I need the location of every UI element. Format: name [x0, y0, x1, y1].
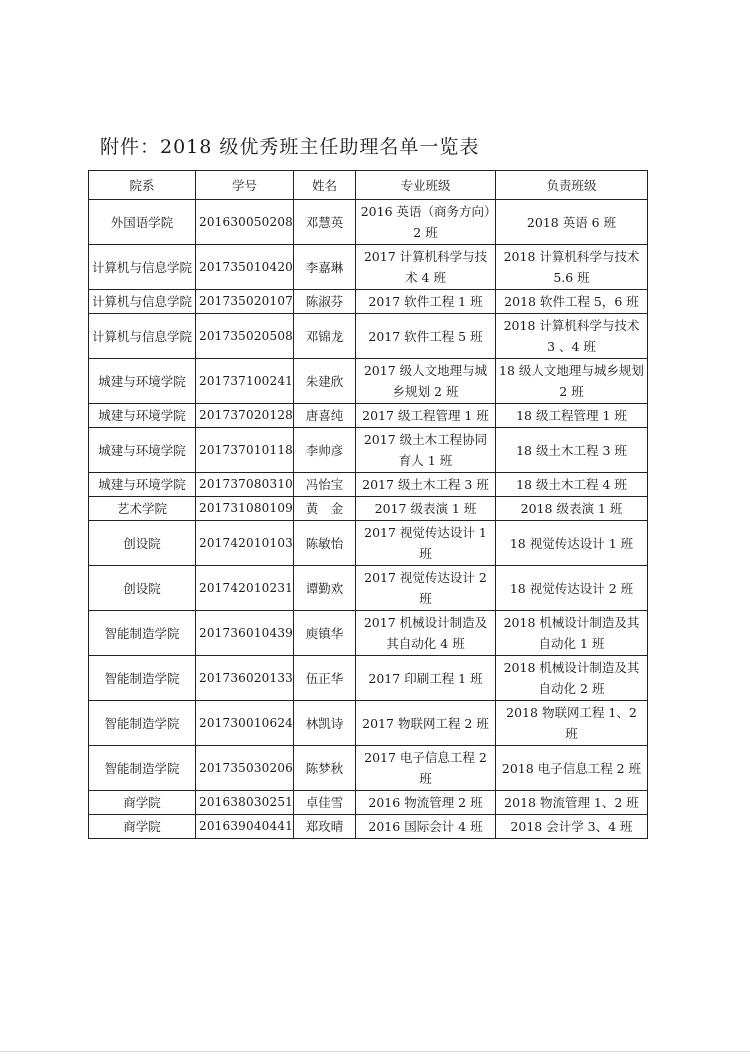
cell-name: 卓佳雪 [294, 791, 356, 815]
cell-responsible-class: 2018 机械设计制造及其自动化 1 班 [496, 611, 648, 656]
cell-responsible-class: 2018 会计学 3、4 班 [496, 815, 648, 839]
table-row [89, 200, 648, 245]
table-row [89, 791, 648, 815]
cell-name: 黄 金 [294, 497, 356, 521]
cell-dept: 计算机与信息学院 [89, 245, 196, 290]
cell-dept: 计算机与信息学院 [89, 314, 196, 359]
cell-name: 李嘉琳 [294, 245, 356, 290]
table-header-row [89, 171, 648, 200]
cell-responsible-class: 2018 计算机科学与技术 3 、4 班 [496, 314, 648, 359]
cell-name: 邓锦龙 [294, 314, 356, 359]
cell-dept: 城建与环境学院 [89, 473, 196, 497]
header-major-class: 专业班级 [356, 171, 496, 200]
cell-dept: 智能制造学院 [89, 746, 196, 791]
cell-student-id: 201742010103 [196, 521, 294, 566]
table-row [89, 428, 648, 473]
table-row [89, 656, 648, 701]
cell-responsible-class: 2018 物流管理 1、2 班 [496, 791, 648, 815]
table-row [89, 611, 648, 656]
cell-student-id: 201735020107 [196, 290, 294, 314]
cell-name: 唐喜纯 [294, 404, 356, 428]
cell-name: 陈敏怡 [294, 521, 356, 566]
cell-dept: 商学院 [89, 791, 196, 815]
cell-dept: 外国语学院 [89, 200, 196, 245]
document-title: 附件：2018 级优秀班主任助理名单一览表 [100, 136, 480, 158]
cell-responsible-class: 18 视觉传达设计 2 班 [496, 566, 648, 611]
cell-student-id: 201736010439 [196, 611, 294, 656]
cell-dept: 城建与环境学院 [89, 428, 196, 473]
header-name: 姓名 [294, 171, 356, 200]
cell-major-class: 2016 物流管理 2 班 [356, 791, 496, 815]
cell-dept: 商学院 [89, 815, 196, 839]
cell-dept: 创设院 [89, 566, 196, 611]
cell-responsible-class: 2018 软件工程 5，6 班 [496, 290, 648, 314]
table-row [89, 359, 648, 404]
cell-student-id: 201630050208 [196, 200, 294, 245]
cell-name: 陈梦秋 [294, 746, 356, 791]
cell-responsible-class: 2018 计算机科学与技术 5.6 班 [496, 245, 648, 290]
cell-student-id: 201737100241 [196, 359, 294, 404]
cell-name: 伍正华 [294, 656, 356, 701]
cell-student-id: 201731080109 [196, 497, 294, 521]
cell-name: 邓慧英 [294, 200, 356, 245]
cell-dept: 计算机与信息学院 [89, 290, 196, 314]
cell-responsible-class: 18 级土木工程 3 班 [496, 428, 648, 473]
cell-major-class: 2017 电子信息工程 2 班 [356, 746, 496, 791]
cell-major-class: 2017 物联网工程 2 班 [356, 701, 496, 746]
cell-major-class: 2017 计算机科学与技术 4 班 [356, 245, 496, 290]
cell-major-class: 2017 级人文地理与城乡规划 2 班 [356, 359, 496, 404]
cell-dept: 艺术学院 [89, 497, 196, 521]
cell-dept: 智能制造学院 [89, 701, 196, 746]
cell-student-id: 201730010624 [196, 701, 294, 746]
table-row [89, 473, 648, 497]
cell-major-class: 2017 级表演 1 班 [356, 497, 496, 521]
cell-major-class: 2017 机械设计制造及其自动化 4 班 [356, 611, 496, 656]
cell-name: 李帅彦 [294, 428, 356, 473]
cell-responsible-class: 18 级工程管理 1 班 [496, 404, 648, 428]
table-row [89, 290, 648, 314]
cell-student-id: 201735010420 [196, 245, 294, 290]
cell-name: 庾镇华 [294, 611, 356, 656]
cell-responsible-class: 18 视觉传达设计 1 班 [496, 521, 648, 566]
cell-student-id: 201736020133 [196, 656, 294, 701]
cell-student-id: 201737020128 [196, 404, 294, 428]
cell-major-class: 2017 级土木工程 3 班 [356, 473, 496, 497]
cell-dept: 智能制造学院 [89, 656, 196, 701]
cell-major-class: 2017 视觉传达设计 1 班 [356, 521, 496, 566]
table-row [89, 245, 648, 290]
table-row [89, 314, 648, 359]
table-row [89, 701, 648, 746]
cell-responsible-class: 2018 电子信息工程 2 班 [496, 746, 648, 791]
cell-student-id: 201737010118 [196, 428, 294, 473]
cell-dept: 城建与环境学院 [89, 359, 196, 404]
cell-name: 朱建欣 [294, 359, 356, 404]
header-dept: 院系 [89, 171, 196, 200]
cell-responsible-class: 18 级土木工程 4 班 [496, 473, 648, 497]
cell-name: 陈淑芬 [294, 290, 356, 314]
cell-dept: 智能制造学院 [89, 611, 196, 656]
cell-student-id: 201735030206 [196, 746, 294, 791]
cell-name: 谭勤欢 [294, 566, 356, 611]
cell-student-id: 201742010231 [196, 566, 294, 611]
page-edge-divider [0, 1051, 750, 1052]
cell-dept: 城建与环境学院 [89, 404, 196, 428]
cell-major-class: 2017 级土木工程协同育人 1 班 [356, 428, 496, 473]
table-row [89, 746, 648, 791]
cell-major-class: 2016 英语（商务方向）2 班 [356, 200, 496, 245]
header-responsible-class: 负责班级 [496, 171, 648, 200]
cell-student-id: 201639040441 [196, 815, 294, 839]
cell-responsible-class: 18 级人文地理与城乡规划 2 班 [496, 359, 648, 404]
cell-name: 林凯诗 [294, 701, 356, 746]
cell-name: 冯怡宝 [294, 473, 356, 497]
cell-responsible-class: 2018 机械设计制造及其自动化 2 班 [496, 656, 648, 701]
cell-major-class: 2017 视觉传达设计 2 班 [356, 566, 496, 611]
cell-student-id: 201737080310 [196, 473, 294, 497]
table-row [89, 404, 648, 428]
table-row [89, 521, 648, 566]
cell-responsible-class: 2018 级表演 1 班 [496, 497, 648, 521]
cell-dept: 创设院 [89, 521, 196, 566]
roster-table [88, 170, 648, 839]
table-row [89, 497, 648, 521]
cell-major-class: 2017 软件工程 5 班 [356, 314, 496, 359]
table-body [89, 200, 648, 839]
cell-responsible-class: 2018 英语 6 班 [496, 200, 648, 245]
cell-student-id: 201638030251 [196, 791, 294, 815]
table-row [89, 566, 648, 611]
cell-major-class: 2017 级工程管理 1 班 [356, 404, 496, 428]
cell-major-class: 2016 国际会计 4 班 [356, 815, 496, 839]
cell-responsible-class: 2018 物联网工程 1、2 班 [496, 701, 648, 746]
header-student-id: 学号 [196, 171, 294, 200]
cell-name: 郑玫晴 [294, 815, 356, 839]
cell-major-class: 2017 印刷工程 1 班 [356, 656, 496, 701]
cell-major-class: 2017 软件工程 1 班 [356, 290, 496, 314]
cell-student-id: 201735020508 [196, 314, 294, 359]
table-row [89, 815, 648, 839]
